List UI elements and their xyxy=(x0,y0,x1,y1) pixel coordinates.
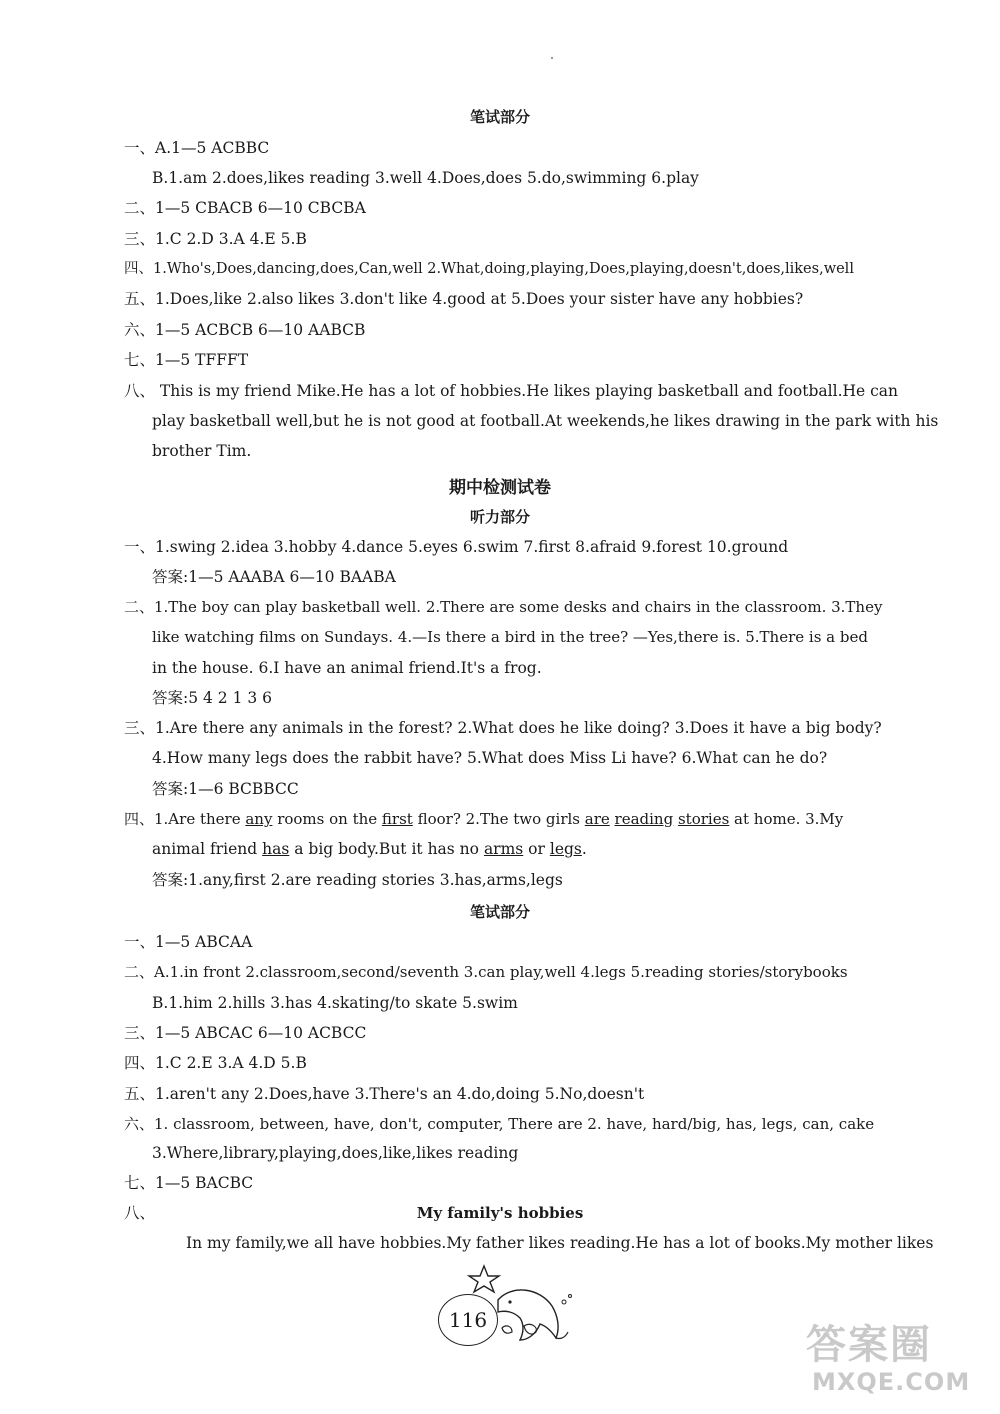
answer-line: 二、1.The boy can play basketball well. 2.There are some desks and chairs in the classroom. 3.They xyxy=(124,598,883,616)
essay-line: play basketball well,but he is not good at football.At weekends,he likes drawing in the park with his xyxy=(152,412,939,430)
answer-line-underlined: animal friend has a big body.But it has no arms or legs. xyxy=(152,840,587,858)
speck xyxy=(551,57,553,59)
answer-line: 二、1—5 CBACB 6—10 CBCBA xyxy=(124,199,366,217)
answer-line: 六、1. classroom, between, have, don't, computer, There are 2. have, hard/big, has, legs, can, cake xyxy=(124,1115,875,1133)
answer-line-underlined: 四、1.Are there any rooms on the first floor? 2.The two girls are reading stories at home. 3.My xyxy=(124,810,844,828)
answer-line: 答案:1—6 BCBBCC xyxy=(152,780,299,798)
site-watermark xyxy=(806,1322,970,1396)
answer-line: 答案:1—5 AAABA 6—10 BAABA xyxy=(152,568,396,586)
answer-line: 答案:1.any,first 2.are reading stories 3.has,arms,legs xyxy=(152,871,563,889)
answer-line: 一、1—5 ABCAA xyxy=(124,933,253,951)
watermark-logo-text: 答案圈 xyxy=(806,1322,932,1368)
answer-line: 八、 xyxy=(124,1204,156,1222)
answer-line: 二、A.1.in front 2.classroom,second/seventh 3.can play,well 4.legs 5.reading stories/storybooks xyxy=(124,963,848,981)
answer-line: 四、1.Who's,Does,dancing,does,Can,well 2.What,doing,playing,Does,playing,doesn't,does,likes,well xyxy=(124,261,854,277)
page-number: 116 xyxy=(438,1294,498,1346)
watermark-url: MXQE.COM xyxy=(812,1368,971,1396)
heading-midterm-test: 期中检测试卷 xyxy=(449,478,551,498)
answer-line: 一、1.swing 2.idea 3.hobby 4.dance 5.eyes 6.swim 7.first 8.afraid 9.forest 10.ground xyxy=(124,538,789,556)
answer-line: 六、1—5 ACBCB 6—10 AABCB xyxy=(124,321,366,339)
answer-line: in the house. 6.I have an animal friend.It's a frog. xyxy=(152,659,542,677)
answer-line: B.1.am 2.does,likes reading 3.well 4.Does,does 5.do,swimming 6.play xyxy=(152,169,699,187)
answer-line: 五、1.Does,like 2.also likes 3.don't like 4.good at 5.Does your sister have any hobbies? xyxy=(124,290,804,308)
heading-written-part-2: 笔试部分 xyxy=(469,903,530,921)
answer-line: 三、1.C 2.D 3.A 4.E 5.B xyxy=(124,230,307,248)
answer-line: 四、1.C 2.E 3.A 4.D 5.B xyxy=(124,1054,307,1072)
heading-listening-part: 听力部分 xyxy=(469,508,530,526)
answer-line: 三、1.Are there any animals in the forest? 2.What does he like doing? 3.Does it have a big body? xyxy=(124,719,882,737)
answer-line: 三、1—5 ABCAC 6—10 ACBCC xyxy=(124,1024,367,1042)
answer-line: 3.Where,library,playing,does,like,likes reading xyxy=(152,1144,519,1162)
answer-line: 4.How many legs does the rabbit have? 5.What does Miss Li have? 6.What can he do? xyxy=(152,749,828,767)
answer-line: 七、1—5 TFFFT xyxy=(124,351,249,369)
essay-line: brother Tim. xyxy=(152,442,252,460)
answer-line: 五、1.aren't any 2.Does,have 3.There's an 4.do,doing 5.No,doesn't xyxy=(124,1085,645,1103)
answer-line: B.1.him 2.hills 3.has 4.skating/to skate 5.swim xyxy=(152,994,518,1012)
essay-line: 八、 This is my friend Mike.He has a lot of hobbies.He likes playing basketball and football.He can xyxy=(124,382,899,400)
answer-line: 七、1—5 BACBC xyxy=(124,1174,254,1192)
answer-line: 一、A.1—5 ACBBC xyxy=(124,139,270,157)
essay-title: My family's hobbies xyxy=(416,1204,584,1222)
essay-line: In my family,we all have hobbies.My father likes reading.He has a lot of books.My mother likes xyxy=(186,1234,934,1252)
answer-line: 答案:5 4 2 1 3 6 xyxy=(152,689,273,707)
heading-written-part: 笔试部分 xyxy=(469,108,530,126)
answer-line: like watching films on Sundays. 4.—Is there a bird in the tree? —Yes,there is. 5.There is a bed xyxy=(152,628,868,646)
